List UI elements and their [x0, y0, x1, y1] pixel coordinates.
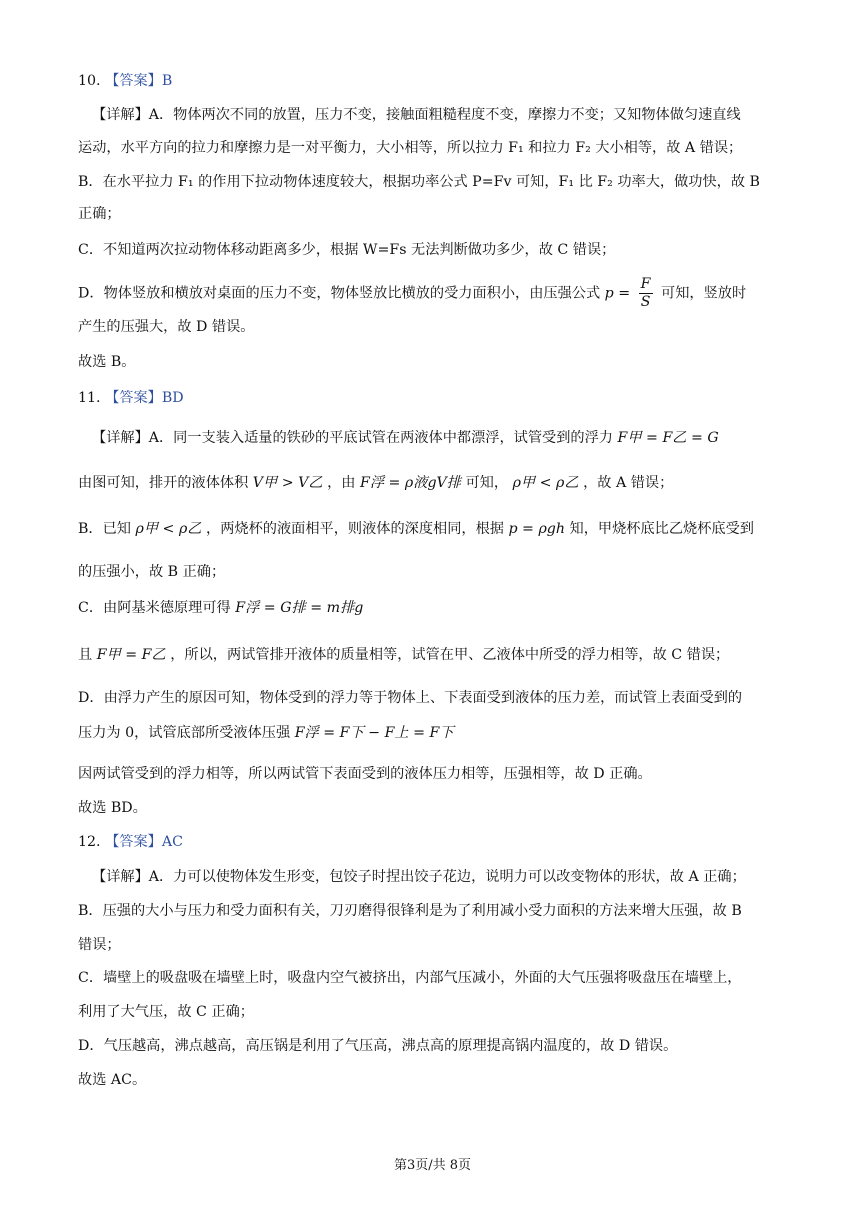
- question-10-header: [78, 70, 790, 92]
- explanation-line: 故选 BD。: [78, 800, 147, 816]
- formula-pressure: p =: [604, 285, 631, 302]
- text-segment: D．物体竖放和横放对桌面的压力不变，物体竖放比横放的受力面积小，由压强公式: [78, 285, 601, 302]
- question-number: 12.: [78, 834, 101, 850]
- formula-volume: V甲 > V乙: [252, 475, 323, 491]
- explanation-line-formula: [78, 276, 790, 311]
- formula-density: ρ甲 < ρ乙: [135, 521, 202, 537]
- fraction-F-over-S: [639, 276, 653, 311]
- explanation-line: 【详解】A．物体两次不同的放置，压力不变，接触面粗糙程度不变，摩擦力不变；又知物体做匀速直线: [92, 107, 741, 123]
- explanation-line: [78, 472, 790, 494]
- question-12-header: [78, 831, 790, 853]
- explanation-line: C．墙壁上的吸盘吸在墙壁上时，吸盘内空气被挤出，内部气压减小，外面的大气压强将吸盘压在墙壁上，: [78, 970, 742, 986]
- explanation-line: 产生的压强大，故 D 错误。: [78, 319, 255, 335]
- explanation-line: 【详解】A．力可以使物体发生形变，包饺子时捏出饺子花边，说明力可以改变物体的形状，故 A 正确；: [92, 869, 746, 885]
- question-11-header: [78, 387, 790, 409]
- explanation-line: [78, 597, 790, 619]
- explanation-line: D．气压越高，沸点越高，高压锅是利用了气压高，沸点高的原理提高锅内温度的，故 D 错误。: [78, 1038, 678, 1054]
- question-number: 11.: [78, 390, 101, 406]
- text-segment: 【详解】A．同一支装入适量的铁砂的平底试管在两液体中都漂浮，试管受到的浮力: [92, 430, 613, 446]
- text-segment: 压力为 0，试管底部所受液体压强: [78, 725, 291, 741]
- text-segment: B．已知: [78, 521, 131, 537]
- question-number: 10.: [78, 73, 101, 89]
- explanation-line: C．不知道两次拉动物体移动距离多少，根据 W=Fs 无法判断做功多少，故 C 错误；: [78, 242, 616, 258]
- explanation-line: 因两试管受到的浮力相等，所以两试管下表面受到的液体压力相等，压强相等，故 D 正确。: [78, 766, 652, 782]
- text-segment: ，故 A 错误；: [583, 475, 674, 491]
- explanation-line: [78, 518, 790, 540]
- explanation-line: [78, 644, 790, 666]
- answer-label: 【答案】BD: [105, 390, 184, 406]
- text-segment: 知，甲烧杯底比乙烧杯底受到: [569, 521, 754, 537]
- explanation-line: 利用了大气压，故 C 正确；: [78, 1004, 254, 1020]
- text-segment: 可知，: [465, 475, 509, 491]
- explanation-line: 的压强小，故 B 正确；: [78, 564, 226, 580]
- explanation-line: [92, 427, 804, 449]
- formula-density: ρ甲 < ρ乙: [512, 475, 579, 491]
- formula-force-equality: F甲 = F乙: [96, 647, 166, 663]
- text-segment: ，所以，两试管排开液体的质量相等，试管在甲、乙液体中所受的浮力相等，故 C 错误；: [170, 647, 730, 663]
- explanation-line: B．在水平拉力 F₁ 的作用下拉动物体速度较大，根据功率公式 P=Fv 可知，F₁ 比 F₂ 功率大，做功快，故 B: [78, 174, 760, 190]
- answer-label: 【答案】B: [105, 73, 173, 89]
- explanation-line: D．由浮力产生的原因可知，物体受到的浮力等于物体上、下表面受到液体的压力差，而试管上表面受到的: [78, 690, 743, 706]
- explanation-line: 错误；: [78, 937, 121, 953]
- text-segment: 由图可知，排开的液体体积: [78, 475, 249, 491]
- explanation-line: 运动，水平方向的拉力和摩擦力是一对平衡力，大小相等，所以拉力 F₁ 和拉力 F₂ 大小相等，故 A 错误；: [78, 140, 743, 156]
- formula-liquid-pressure: p = ρgh: [508, 521, 566, 537]
- formula-buoyancy: F浮 = ρ液gV排: [359, 475, 461, 491]
- explanation-line: 故选 B。: [78, 354, 136, 370]
- formula-archimedes: F浮 = G排 = m排g: [235, 600, 364, 616]
- text-segment: C．由阿基米德原理可得: [78, 600, 231, 616]
- fraction-numerator: F: [640, 276, 651, 292]
- text-segment: 可知，竖放时: [661, 285, 747, 302]
- explanation-line: [78, 722, 790, 744]
- answer-label: 【答案】AC: [105, 834, 183, 850]
- explanation-line: 正确；: [78, 206, 121, 222]
- text-segment: ，两烧杯的液面相平，则液体的深度相同，根据: [206, 521, 504, 537]
- explanation-line: 故选 AC。: [78, 1072, 147, 1088]
- text-segment: ，由: [327, 475, 356, 491]
- page-number: 第3页/共 8页: [393, 1158, 472, 1173]
- text-segment: 且: [78, 647, 93, 663]
- formula-pressure-difference: F浮 = F下 − F上 = F下: [294, 725, 454, 741]
- formula-float-equality: F甲 = F乙 = G: [617, 430, 719, 446]
- explanation-line: B．压强的大小与压力和受力面积有关，刀刃磨得很锋利是为了利用减小受力面积的方法来增大压强，故 B: [78, 903, 742, 919]
- fraction-denominator: S: [640, 294, 651, 310]
